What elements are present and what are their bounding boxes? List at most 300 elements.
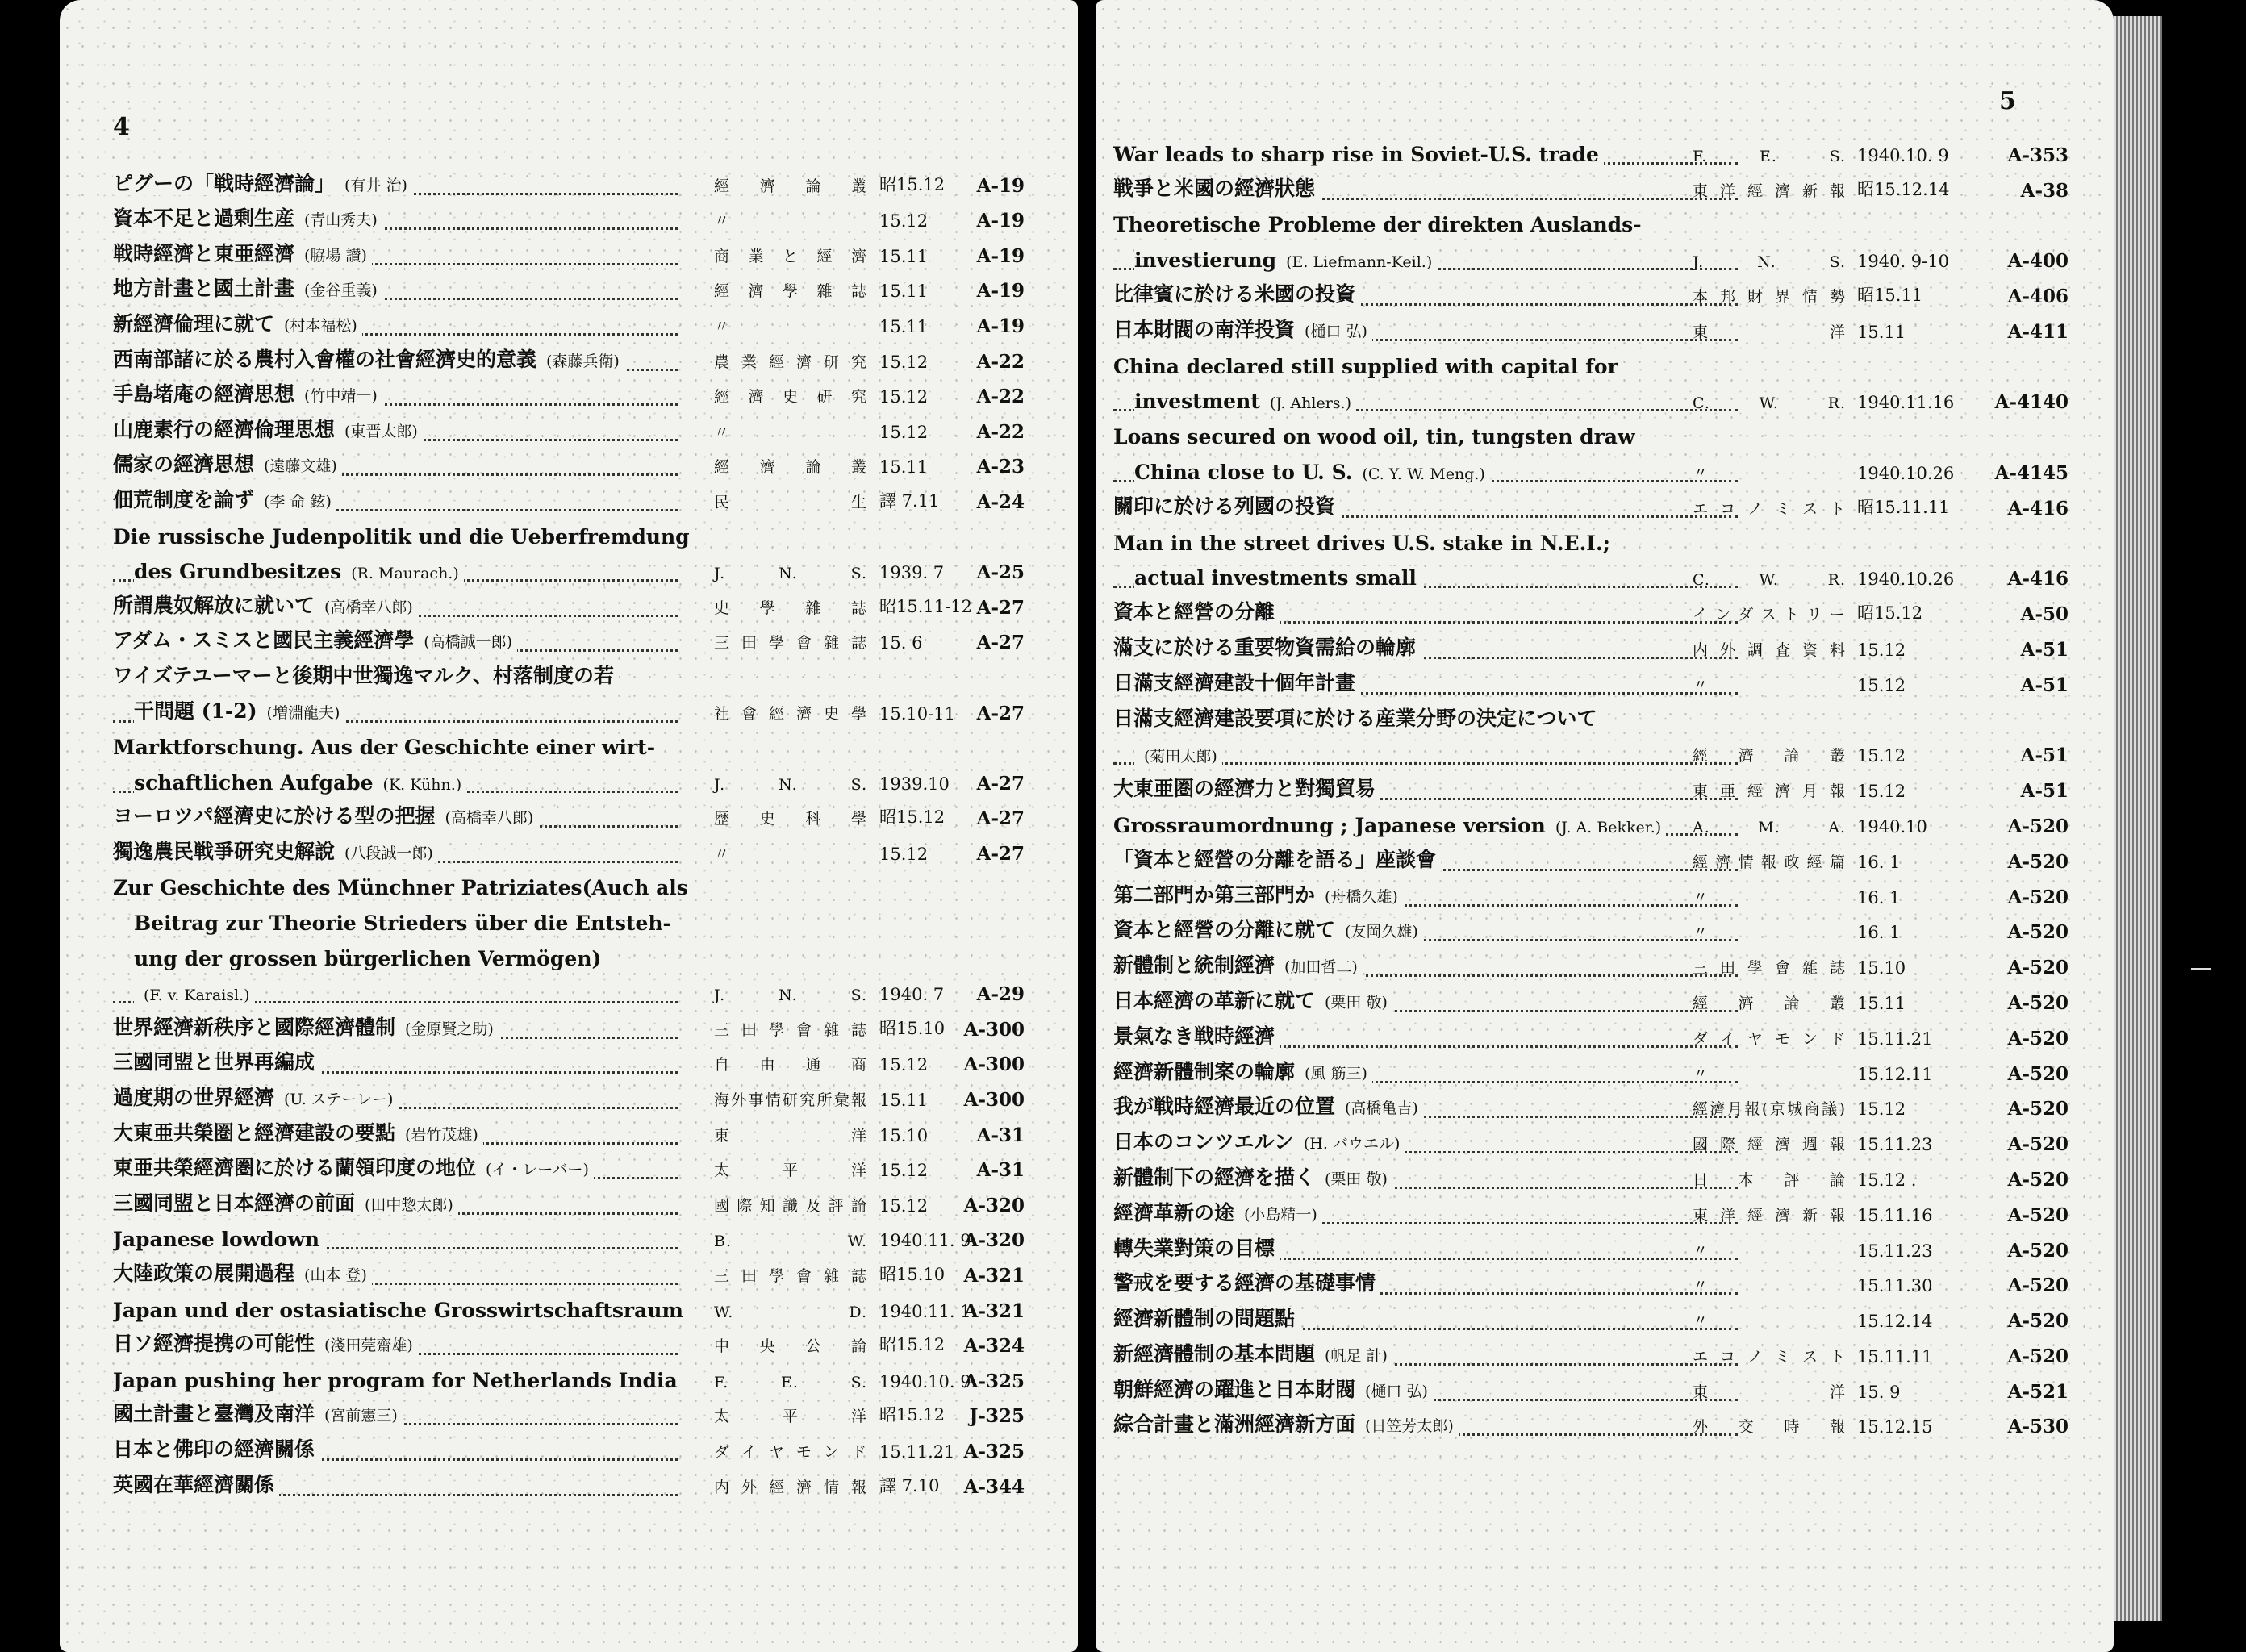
list-item bbox=[1113, 1408, 2069, 1443]
entry-title bbox=[1113, 814, 1666, 837]
entry-title bbox=[113, 912, 676, 935]
entry-title-text: 滿支に於ける重要物資需給の輪廓 bbox=[1113, 635, 1417, 659]
entry-source: ダイヤモンド bbox=[1693, 1029, 1846, 1048]
entry-title-text: Loans secured on wood oil, tin, tungsten draw bbox=[1113, 425, 1635, 449]
entry-source: 自 由 通 商 bbox=[714, 1056, 867, 1074]
entry-source: 海外事情研究所彙報 bbox=[714, 1091, 867, 1110]
entry-author: (東晋太郎) bbox=[344, 422, 418, 440]
entry-title-text: War leads to sharp rise in Soviet-U.S. trade bbox=[1113, 142, 1599, 166]
entry-date: 1940.11. 9 bbox=[879, 1231, 971, 1251]
entry-code: A-27 bbox=[976, 596, 1025, 619]
entry-title bbox=[1113, 425, 1640, 448]
entry-title bbox=[113, 1012, 499, 1041]
entry-title-text: 我が戦時經濟最近の位置 bbox=[1113, 1095, 1336, 1119]
list-item bbox=[113, 1010, 1025, 1045]
entry-title-text: 警戒を要する經濟の基礎事情 bbox=[1113, 1271, 1376, 1295]
entry-code: A-353 bbox=[2007, 144, 2069, 166]
entry-code: A-27 bbox=[976, 807, 1025, 830]
entry-author: (友岡久雄) bbox=[1345, 923, 1418, 941]
entry-title bbox=[113, 1228, 324, 1251]
entry-date: 15.12 bbox=[879, 422, 929, 442]
list-item bbox=[113, 202, 1025, 237]
entry-code: A-520 bbox=[2007, 1204, 2069, 1226]
entry-source: 〃 bbox=[714, 423, 731, 441]
entry-title bbox=[1113, 1374, 1433, 1403]
entry-source: 民 生 bbox=[714, 493, 867, 511]
list-item bbox=[1113, 277, 2069, 312]
list-item bbox=[113, 1467, 1025, 1503]
entry-title-text: 新經濟體制の基本問題 bbox=[1113, 1341, 1316, 1366]
entry-title bbox=[1113, 461, 1490, 484]
entry-title-text: 「資本と經營の分離を語る」座談會 bbox=[1113, 847, 1437, 871]
entry-code: A-520 bbox=[2007, 991, 2069, 1014]
list-item bbox=[1113, 665, 2069, 701]
entry-title-text: 資本と經營の分離 bbox=[1113, 600, 1275, 624]
list-item bbox=[113, 1327, 1025, 1362]
list-item bbox=[113, 940, 1025, 975]
entry-source: 經濟月報(京城商議) bbox=[1693, 1100, 1846, 1119]
entry-title bbox=[113, 876, 693, 899]
entry-author: (加田哲二) bbox=[1284, 958, 1358, 977]
list-item bbox=[1113, 312, 2069, 348]
entry-title-text: 儒家の經濟思想 bbox=[113, 453, 255, 477]
entry-title bbox=[113, 590, 418, 619]
entry-date: 1939.10 bbox=[879, 774, 950, 794]
list-item bbox=[113, 1256, 1025, 1291]
entry-code: A-19 bbox=[976, 174, 1025, 197]
entry-source: 〃 bbox=[1693, 888, 1710, 907]
entry-source: 〃 bbox=[1693, 1065, 1710, 1083]
entry-title bbox=[113, 414, 423, 443]
entry-title bbox=[1113, 278, 1360, 307]
list-item bbox=[113, 1291, 1025, 1327]
list-item bbox=[113, 799, 1025, 835]
entry-code: A-520 bbox=[2007, 1133, 2069, 1156]
list-item bbox=[113, 1080, 1025, 1116]
entry-title-text: 地方計畫と國土計畫 bbox=[113, 277, 295, 301]
entry-title-text: 大東亜共榮圏と經濟建設の要點 bbox=[113, 1120, 396, 1145]
entry-source: 三 田 學 會 雜 誌 bbox=[714, 1267, 867, 1285]
entry-title bbox=[1113, 743, 1222, 766]
entry-author: (樋口 弘) bbox=[1305, 322, 1367, 340]
list-item bbox=[1113, 206, 2069, 242]
entry-code: A-520 bbox=[2007, 921, 2069, 944]
entry-title bbox=[113, 1082, 398, 1111]
entry-code: A-520 bbox=[2007, 1274, 2069, 1297]
entry-title bbox=[1113, 1267, 1380, 1296]
list-item bbox=[1113, 383, 2069, 419]
list-item bbox=[113, 624, 1025, 659]
entry-author: (遠藤文雄) bbox=[264, 457, 337, 476]
entry-source: J. N. S. bbox=[714, 565, 867, 583]
entry-title-text: ヨーロツパ經濟史に於ける型の把握 bbox=[113, 804, 436, 828]
entry-date: 昭15.12 bbox=[879, 174, 946, 194]
entry-date: 昭15.12 bbox=[879, 1405, 946, 1425]
entry-source: 本 邦 財 界 情 勢 bbox=[1693, 287, 1846, 306]
entry-author: (高橋亀吉) bbox=[1345, 1099, 1418, 1118]
list-item bbox=[1113, 1054, 2069, 1090]
entry-source: インダストリー bbox=[1693, 606, 1846, 624]
entry-source: 史 學 雜 誌 bbox=[714, 599, 867, 617]
list-item bbox=[1113, 453, 2069, 489]
entry-source: 〃 bbox=[1693, 1241, 1710, 1260]
list-item bbox=[1113, 241, 2069, 277]
list-item bbox=[113, 412, 1025, 448]
list-item bbox=[1113, 701, 2069, 736]
page-number: 4 bbox=[113, 113, 130, 141]
entry-code: A-520 bbox=[2007, 1168, 2069, 1191]
entry-date: 15.11 bbox=[879, 246, 929, 266]
entry-source: 東 洋 bbox=[1693, 1383, 1846, 1401]
entry-title-text: 日滿支經濟建設十個年計畫 bbox=[1113, 670, 1356, 695]
list-item bbox=[113, 518, 1025, 553]
entry-title-text: China close to U. S. bbox=[1134, 460, 1353, 484]
entry-title-text: China declared still supplied with capital for bbox=[1113, 354, 1618, 378]
entry-source: 經 濟 史 研 究 bbox=[714, 388, 867, 407]
entry-title-text: 國土計畫と臺灣及南洋 bbox=[113, 1402, 315, 1426]
entry-code: A-520 bbox=[2007, 957, 2069, 979]
list-item bbox=[113, 904, 1025, 940]
entry-author: (竹中靖一) bbox=[304, 387, 378, 406]
entry-title-text: 第二部門か第三部門か bbox=[1113, 882, 1316, 907]
entry-title bbox=[1113, 1338, 1392, 1367]
entry-title bbox=[1113, 390, 1356, 413]
entry-date: 昭15.11.11 bbox=[1857, 497, 1950, 517]
list-item bbox=[113, 764, 1025, 799]
entry-author: (帆足 計) bbox=[1325, 1346, 1388, 1365]
entry-author: (高橋幸八郎) bbox=[445, 809, 534, 828]
entry-code: A-520 bbox=[2007, 1027, 2069, 1049]
entry-date: 15.12 bbox=[879, 387, 929, 407]
list-item bbox=[1113, 1301, 2069, 1337]
entry-source: 東 洋 經 濟 新 報 bbox=[1693, 181, 1846, 200]
entry-author: (高橋誠一郎) bbox=[424, 633, 513, 652]
entry-date: 1940.11.16 bbox=[1857, 393, 1955, 413]
entry-source: 〃 bbox=[1693, 676, 1710, 695]
entry-title bbox=[1113, 1162, 1392, 1191]
entry-code: A-321 bbox=[963, 1265, 1025, 1287]
entry-code: A-325 bbox=[963, 1440, 1025, 1462]
entry-author: (高橋幸八郎) bbox=[324, 598, 413, 616]
entry-title bbox=[113, 982, 255, 1005]
list-item bbox=[1113, 1160, 2069, 1195]
entry-author: (李 命 鉉) bbox=[264, 492, 332, 511]
entry-source: 外 交 時 報 bbox=[1693, 1418, 1846, 1437]
entry-date: 1939. 7 bbox=[879, 563, 945, 583]
entry-source: C. W. R. bbox=[1693, 571, 1846, 590]
entry-code: A-23 bbox=[976, 456, 1025, 478]
entry-title bbox=[1113, 985, 1392, 1014]
entry-code: A-51 bbox=[2020, 745, 2069, 767]
entry-title-text: 朝鮮經濟の躍進と日本財閥 bbox=[1113, 1377, 1356, 1401]
entry-date: 1940.10.26 bbox=[1857, 463, 1955, 483]
entry-source: 經 濟 論 叢 bbox=[714, 458, 867, 477]
list-item bbox=[1113, 1231, 2069, 1266]
entry-source: J. N. S. bbox=[714, 987, 867, 1005]
entry-title bbox=[1113, 1197, 1322, 1226]
entry-source: エ コ ノ ミ ス ト bbox=[1693, 1347, 1846, 1366]
entry-title-text: 日本財閥の南洋投資 bbox=[1113, 317, 1296, 341]
entry-source: 三 田 學 會 雜 誌 bbox=[714, 634, 867, 653]
entry-date: 昭15.12 bbox=[1857, 603, 1923, 624]
entry-source: 東 洋 經 濟 新 報 bbox=[1693, 1206, 1846, 1224]
list-item bbox=[113, 870, 1025, 905]
entry-date: 15.12 bbox=[1857, 1099, 1906, 1120]
entry-date: 昭15.12 bbox=[879, 1335, 946, 1355]
entry-source: 〃 bbox=[714, 212, 731, 231]
entry-title-text: 戦爭と米國の經濟狀態 bbox=[1113, 176, 1316, 200]
entry-title-text: 綜合計畫と滿洲經濟新方面 bbox=[1113, 1412, 1356, 1437]
entry-source: 東 洋 bbox=[714, 1126, 867, 1145]
entry-author: (岩竹茂雄) bbox=[405, 1125, 478, 1144]
entry-date: 15.11.21 bbox=[1857, 1028, 1933, 1049]
entry-title-text: investment bbox=[1134, 390, 1260, 414]
list-item bbox=[1113, 1372, 2069, 1408]
entry-date: 昭15.12 bbox=[879, 807, 946, 828]
entry-source: B. W. bbox=[714, 1233, 867, 1251]
entry-title-text: Japanese lowdown bbox=[113, 1228, 320, 1252]
entry-date: 15.10 bbox=[1857, 958, 1906, 978]
entry-title bbox=[113, 273, 382, 302]
entry-date: 15.11 bbox=[879, 282, 929, 302]
entry-title bbox=[1113, 143, 1604, 166]
list-item bbox=[113, 1045, 1025, 1081]
entry-code: A-51 bbox=[2020, 638, 2069, 661]
entry-date: 15.12 bbox=[879, 1055, 929, 1075]
entry-code: A-31 bbox=[976, 1159, 1025, 1182]
entry-title-text: 關印に於ける列國の投資 bbox=[1113, 494, 1336, 518]
list-item bbox=[1113, 594, 2069, 630]
entry-author: (青山秀夫) bbox=[304, 211, 378, 230]
entry-source: 商 業 と 經 濟 bbox=[714, 247, 867, 265]
entry-code: A-19 bbox=[976, 210, 1025, 232]
entry-date: 譯 7.10 bbox=[879, 1475, 940, 1496]
list-item bbox=[113, 1186, 1025, 1221]
entry-source: F. E. S. bbox=[714, 1373, 867, 1391]
entry-title bbox=[113, 1299, 688, 1322]
entry-code: A-27 bbox=[976, 772, 1025, 795]
entry-author: (田中惣太郎) bbox=[365, 1195, 453, 1214]
entry-title bbox=[1113, 490, 1340, 519]
entry-code: A-320 bbox=[963, 1194, 1025, 1216]
entry-code: A-31 bbox=[976, 1124, 1025, 1146]
page-number: 5 bbox=[1999, 87, 2016, 115]
entry-title bbox=[1113, 314, 1372, 343]
entry-title bbox=[113, 1469, 279, 1498]
entry-code: A-344 bbox=[963, 1475, 1025, 1498]
list-item bbox=[113, 975, 1025, 1011]
entry-source: ダイヤモンド bbox=[714, 1442, 867, 1461]
entry-title bbox=[1113, 213, 1647, 236]
entry-code: A-27 bbox=[976, 632, 1025, 654]
list-item bbox=[1113, 418, 2069, 453]
entry-source: 内 外 經 濟 情 報 bbox=[714, 1478, 867, 1496]
entry-title-text: 新體制と統制經濟 bbox=[1113, 953, 1275, 978]
entry-date: 15.12.14 bbox=[1857, 1312, 1933, 1332]
entry-code: A-520 bbox=[2007, 850, 2069, 873]
entry-code: A-520 bbox=[2007, 1239, 2069, 1262]
list-item bbox=[113, 729, 1025, 765]
entry-author: (E. Liefmann-Keil.) bbox=[1286, 253, 1433, 272]
list-item bbox=[1113, 1019, 2069, 1054]
entry-code: A-300 bbox=[963, 1053, 1025, 1076]
entry-date: 15.11.21 bbox=[879, 1441, 955, 1462]
list-item bbox=[113, 1116, 1025, 1151]
entry-code: A-520 bbox=[2007, 1345, 2069, 1367]
entry-title-text: 經濟新體制の問題點 bbox=[1113, 1307, 1296, 1331]
entry-title-text: 比律賓に於ける米國の投資 bbox=[1113, 282, 1356, 306]
entry-source: 經濟情報政經篇 bbox=[1693, 853, 1846, 871]
entry-source: 日 本 評 論 bbox=[1693, 1170, 1846, 1189]
entry-code: A-51 bbox=[2020, 780, 2069, 803]
margin-mark bbox=[2191, 968, 2211, 970]
entry-date: 15.11 bbox=[879, 1091, 929, 1111]
entry-title bbox=[1113, 879, 1403, 908]
entry-title bbox=[113, 1152, 594, 1181]
entry-source: 經 濟 論 叢 bbox=[714, 177, 867, 195]
entry-date: 15.10-11 bbox=[879, 703, 955, 724]
entry-title bbox=[113, 771, 466, 795]
entry-date: 15.11 bbox=[1857, 322, 1906, 342]
entry-author: (樋口 弘) bbox=[1365, 1382, 1428, 1400]
entry-title bbox=[113, 448, 342, 478]
entry-title bbox=[113, 736, 660, 759]
entry-date: 1940.10. 9 bbox=[879, 1371, 971, 1391]
entry-title-text: 佃荒制度を論ず bbox=[113, 487, 255, 511]
entry-date: 15.12 bbox=[879, 211, 929, 232]
entry-author: (日笠芳太郎) bbox=[1365, 1417, 1454, 1436]
entry-source: J. N. S. bbox=[714, 775, 867, 794]
entry-author: (有井 治) bbox=[344, 176, 407, 194]
entry-source: 三 田 學 會 雜 誌 bbox=[1693, 959, 1846, 978]
entry-source: 歴 史 科 學 bbox=[714, 810, 867, 828]
entry-title bbox=[1113, 914, 1423, 943]
entry-author: (栗田 敬) bbox=[1325, 1170, 1388, 1188]
entry-date: 1940. 7 bbox=[879, 985, 945, 1005]
entry-code: A-406 bbox=[2007, 285, 2069, 307]
entry-title bbox=[113, 1328, 418, 1357]
entry-date: 15.12 bbox=[879, 1161, 929, 1181]
list-item bbox=[113, 342, 1025, 378]
entry-code: A-22 bbox=[976, 350, 1025, 373]
entry-title bbox=[113, 168, 412, 197]
entry-code: A-520 bbox=[2007, 886, 2069, 908]
entry-title-text: 東亜共榮經濟圏に於ける蘭領印度の地位 bbox=[113, 1156, 477, 1180]
entry-date: 15. 6 bbox=[879, 633, 923, 653]
entry-title bbox=[1113, 1408, 1459, 1437]
entry-title-text: 手島堵庵の經濟思想 bbox=[113, 382, 295, 407]
list-item bbox=[113, 694, 1025, 729]
entry-source: 經 濟 論 叢 bbox=[1693, 747, 1846, 766]
entry-author: (金谷重義) bbox=[304, 282, 378, 300]
entry-title bbox=[113, 660, 619, 689]
entry-source: 三 田 學 會 雜 誌 bbox=[714, 1020, 867, 1039]
entry-date: 15.12 . bbox=[1857, 1170, 1917, 1190]
entry-title bbox=[1113, 703, 1602, 732]
entry-author: (小島精一) bbox=[1244, 1205, 1317, 1224]
entry-date: 15.12 bbox=[879, 1195, 929, 1216]
entry-author: (山本 登) bbox=[304, 1266, 367, 1284]
entry-title bbox=[113, 1046, 319, 1075]
entry-date: 昭15.10 bbox=[879, 1265, 946, 1284]
entry-list bbox=[113, 166, 1025, 1503]
entry-code: A-22 bbox=[976, 386, 1025, 408]
entry-source: 太 平 洋 bbox=[714, 1408, 867, 1426]
list-item bbox=[1113, 489, 2069, 524]
entry-title-text: 資本と經營の分離に就て bbox=[1113, 918, 1336, 942]
list-item bbox=[113, 1362, 1025, 1397]
entry-title-text: 戦時經濟と東亜經濟 bbox=[113, 241, 295, 265]
entry-source: W. D. bbox=[714, 1303, 867, 1321]
entry-title bbox=[113, 484, 336, 513]
entry-date: 昭15.10 bbox=[879, 1018, 946, 1038]
entry-date: 15.12.11 bbox=[1857, 1064, 1933, 1084]
entry-code: A-325 bbox=[963, 1370, 1025, 1392]
list-item bbox=[113, 1432, 1025, 1467]
entry-source: 内 外 調 査 資 料 bbox=[1693, 640, 1846, 659]
list-item bbox=[113, 1221, 1025, 1257]
entry-title bbox=[1113, 596, 1280, 625]
entry-title bbox=[1113, 1056, 1372, 1085]
entry-code: A-4140 bbox=[1994, 391, 2069, 414]
entry-title-text: actual investments small bbox=[1134, 566, 1417, 590]
entry-title-text: 新體制下の經濟を描く bbox=[1113, 1165, 1316, 1189]
entry-date: 15.11.16 bbox=[1857, 1205, 1933, 1225]
entry-title bbox=[1113, 566, 1421, 590]
entry-date: 1940.11. 1 bbox=[879, 1301, 971, 1321]
entry-code: A-25 bbox=[976, 561, 1025, 584]
entry-code: A-520 bbox=[2007, 815, 2069, 837]
entry-date: 15.12 bbox=[1857, 746, 1906, 766]
entry-date: 15.12 bbox=[1857, 640, 1906, 660]
list-item bbox=[1113, 913, 2069, 949]
entry-title-text: 山鹿素行の經濟倫理思想 bbox=[113, 417, 336, 441]
entry-title bbox=[113, 238, 372, 267]
entry-title-text: ピグーの「戦時經濟論」 bbox=[113, 171, 336, 195]
left-page bbox=[60, 0, 1078, 1652]
entry-date: 1940.10 bbox=[1857, 816, 1927, 836]
entry-date: 16. 1 bbox=[1857, 923, 1901, 943]
entry-title bbox=[1113, 667, 1360, 696]
list-item bbox=[113, 658, 1025, 694]
list-item bbox=[1113, 842, 2069, 878]
entry-date: 1940. 9-10 bbox=[1857, 252, 1949, 272]
entry-title-text: Japan pushing her program for Netherlands India bbox=[113, 1368, 678, 1392]
entry-code: A-324 bbox=[963, 1335, 1025, 1358]
list-item bbox=[113, 482, 1025, 518]
entry-title-text: 日本のコンツエルン bbox=[1113, 1130, 1294, 1154]
entry-date: 譯 7.11 bbox=[879, 490, 940, 511]
list-item bbox=[1113, 807, 2069, 842]
entry-title-text: 資本不足と過剰生産 bbox=[113, 206, 295, 231]
entry-code: A-300 bbox=[963, 1089, 1025, 1112]
entry-author: (C. Y. W. Meng.) bbox=[1362, 465, 1485, 483]
list-item bbox=[1113, 136, 2069, 171]
entry-source: C. W. R. bbox=[1693, 394, 1846, 413]
entry-title bbox=[113, 1187, 458, 1216]
entry-author: (舟橋久雄) bbox=[1325, 887, 1398, 906]
entry-title bbox=[113, 624, 517, 653]
list-item bbox=[1113, 560, 2069, 595]
entry-code: A-29 bbox=[976, 983, 1025, 1006]
entry-title bbox=[1113, 1091, 1423, 1120]
entry-code: A-321 bbox=[963, 1299, 1025, 1322]
entry-source: 〃 bbox=[714, 845, 731, 863]
entry-date: 15.12 bbox=[1857, 782, 1906, 802]
entry-date: 15. 9 bbox=[1857, 1382, 1901, 1402]
list-item bbox=[113, 272, 1025, 307]
entry-source: エ コ ノ ミ ス ト bbox=[1693, 499, 1846, 518]
